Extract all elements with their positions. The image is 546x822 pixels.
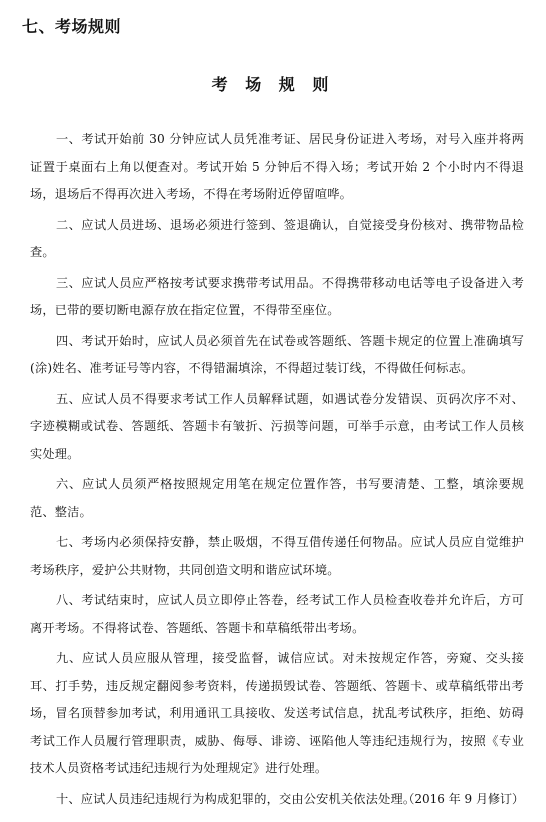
rules-list xyxy=(30,126,524,816)
revision-note: （2016 年 9 月修订） xyxy=(402,792,524,806)
rule-3: 三、应试人员应严格按考试要求携带考试用品。不得携带移动电话等电子设备进入考场，已带的要切断电源存放在指定位置，不得带至座位。 xyxy=(30,275,524,317)
rule-4: 四、考试开始时，应试人员必须首先在试卷或答题纸、答题卡规定的位置上准确填写(涂)姓名、准考证号等内容，不得错漏填涂，不得超过装订线，不得做任何标志。 xyxy=(30,333,524,375)
rule-5: 五、应试人员不得要求考试工作人员解释试题，如遇试卷分发错误、页码次序不对、字迹模糊或试卷、答题纸、答题卡有皱折、污损等问题，可举手示意，由考试工作人员核实处理。 xyxy=(30,391,524,461)
rule-10: 十、应试人员违纪违规行为构成犯罪的，交由公安机关依法处理。 xyxy=(56,791,416,806)
rule-1: 一、考试开始前 30 分钟应试人员凭准考证、居民身份证进入考场，对号入座并将两证置于桌面右上角以便查对。考试开始 5 分钟后不得入场；考试开始 2 个小时内不得退场，退场后不得再次进入考场，不得在考场附近停留喧哗。 xyxy=(30,132,524,201)
rule-8: 八、考试结束时，应试人员立即停止答卷，经考试工作人员检查收卷并允许后，方可离开考场。不得将试卷、答题纸、答题卡和草稿纸带出考场。 xyxy=(30,593,524,635)
document-title: 考 场 规 则 xyxy=(211,75,335,94)
rule-6: 六、应试人员须严格按照规定用笔在规定位置作答，书写要清楚、工整，填涂要规范、整洁。 xyxy=(30,477,524,519)
rule-7: 七、考场内必须保持安静，禁止吸烟，不得互借传递任何物品。应试人员应自觉维护考场秩序，爱护公共财物，共同创造文明和谐应试环境。 xyxy=(30,535,524,577)
section-heading: 七、考场规则 xyxy=(22,17,122,36)
rule-9: 九、应试人员应服从管理，接受监督，诚信应试。对未按规定作答，旁窥、交头接耳、打手势，违反规定翻阅参考资料，传递损毁试卷、答题纸、答题卡、或草稿纸带出考场，冒名顶替参加考试，利用通讯工具接收、发送考试信息，扰乱考试秩序，拒绝、妨碍考试工作人员履行管理职责，威胁、侮辱、诽谤、诬陷他人等违纪违规行为，按照《专业技术人员资格考试违纪违规行为处理规定》进行处理。 xyxy=(30,651,524,775)
rule-2: 二、应试人员进场、退场必须进行签到、签退确认，自觉接受身份核对、携带物品检查。 xyxy=(30,217,524,259)
